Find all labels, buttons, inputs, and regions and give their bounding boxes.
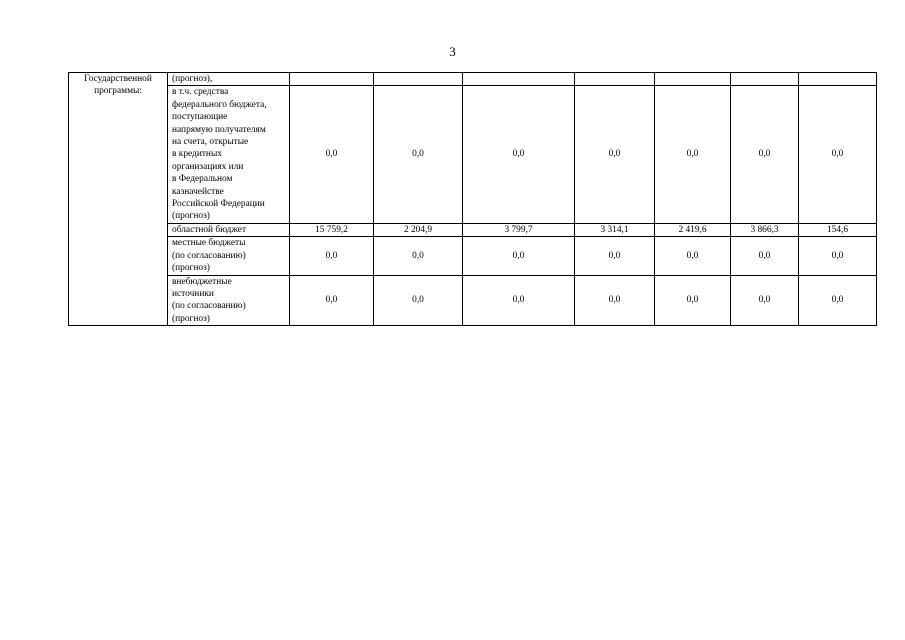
value-cell: 0,0 [463,275,575,326]
table-row [69,275,877,326]
source-cell [168,275,290,326]
source-cell [168,73,290,86]
table-row [69,86,877,223]
value-cell: 0,0 [374,86,463,223]
program-header-line: программы: [94,86,142,97]
source-line: в кредитных [172,149,222,160]
source-cell [168,86,290,223]
value-cell [374,73,463,86]
source-line: напрямую получателям [172,124,266,135]
value-cell: 0,0 [655,275,731,326]
source-cell [168,237,290,275]
table-row [69,73,877,86]
source-line: (прогноз), [172,74,213,84]
value-cell: 0,0 [655,86,731,223]
value-cell: 0,0 [290,237,374,275]
source-line: организациях или [172,161,244,172]
source-line: федерального бюджета, [172,99,267,110]
value-cell: 2 204,9 [374,223,463,236]
value-cell: 0,0 [374,237,463,275]
value-cell [463,73,575,86]
source-line: (по согласованию) [172,301,246,312]
source-line: (прогноз) [172,263,210,274]
value-cell: 0,0 [731,237,799,275]
source-line: в Федеральном [172,174,233,185]
program-header-line: Государственной [84,74,152,84]
page-number: 3 [449,44,456,59]
value-cell [290,73,374,86]
source-line: областной бюджет [172,224,247,235]
source-line: (прогноз) [172,313,210,324]
value-cell: 0,0 [799,237,877,275]
value-cell: 2 419,6 [655,223,731,236]
table-row [69,237,877,275]
source-line: (по согласованию) [172,250,246,261]
source-line: Российской Федерации [172,199,265,210]
source-line: местные бюджеты [172,238,246,249]
budget-table [68,72,877,326]
value-cell [731,73,799,86]
value-cell: 154,6 [799,223,877,236]
value-cell [799,73,877,86]
value-cell: 0,0 [463,237,575,275]
value-cell: 0,0 [575,275,655,326]
value-cell: 0,0 [290,86,374,223]
source-line: в т.ч. средства [172,87,229,98]
source-line: источники [172,288,214,299]
value-cell [575,73,655,86]
value-cell: 0,0 [290,275,374,326]
value-cell: 0,0 [575,86,655,223]
value-cell: 0,0 [655,237,731,275]
value-cell: 0,0 [374,275,463,326]
source-line: на счета, открытые [172,137,249,148]
table-row [69,223,877,236]
value-cell: 0,0 [799,86,877,223]
value-cell: 0,0 [575,237,655,275]
source-line: поступающие [172,112,228,123]
value-cell [655,73,731,86]
value-cell: 15 759,2 [290,223,374,236]
source-line: внебюджетные [172,276,232,287]
source-cell [168,223,290,236]
value-cell: 0,0 [731,275,799,326]
value-cell: 0,0 [731,86,799,223]
value-cell: 3 866,3 [731,223,799,236]
program-header-cell [69,73,168,326]
value-cell: 3 799,7 [463,223,575,236]
source-line: казначействе [172,186,224,197]
value-cell: 0,0 [799,275,877,326]
source-line: (прогноз) [172,211,210,222]
value-cell: 0,0 [463,86,575,223]
value-cell: 3 314,1 [575,223,655,236]
